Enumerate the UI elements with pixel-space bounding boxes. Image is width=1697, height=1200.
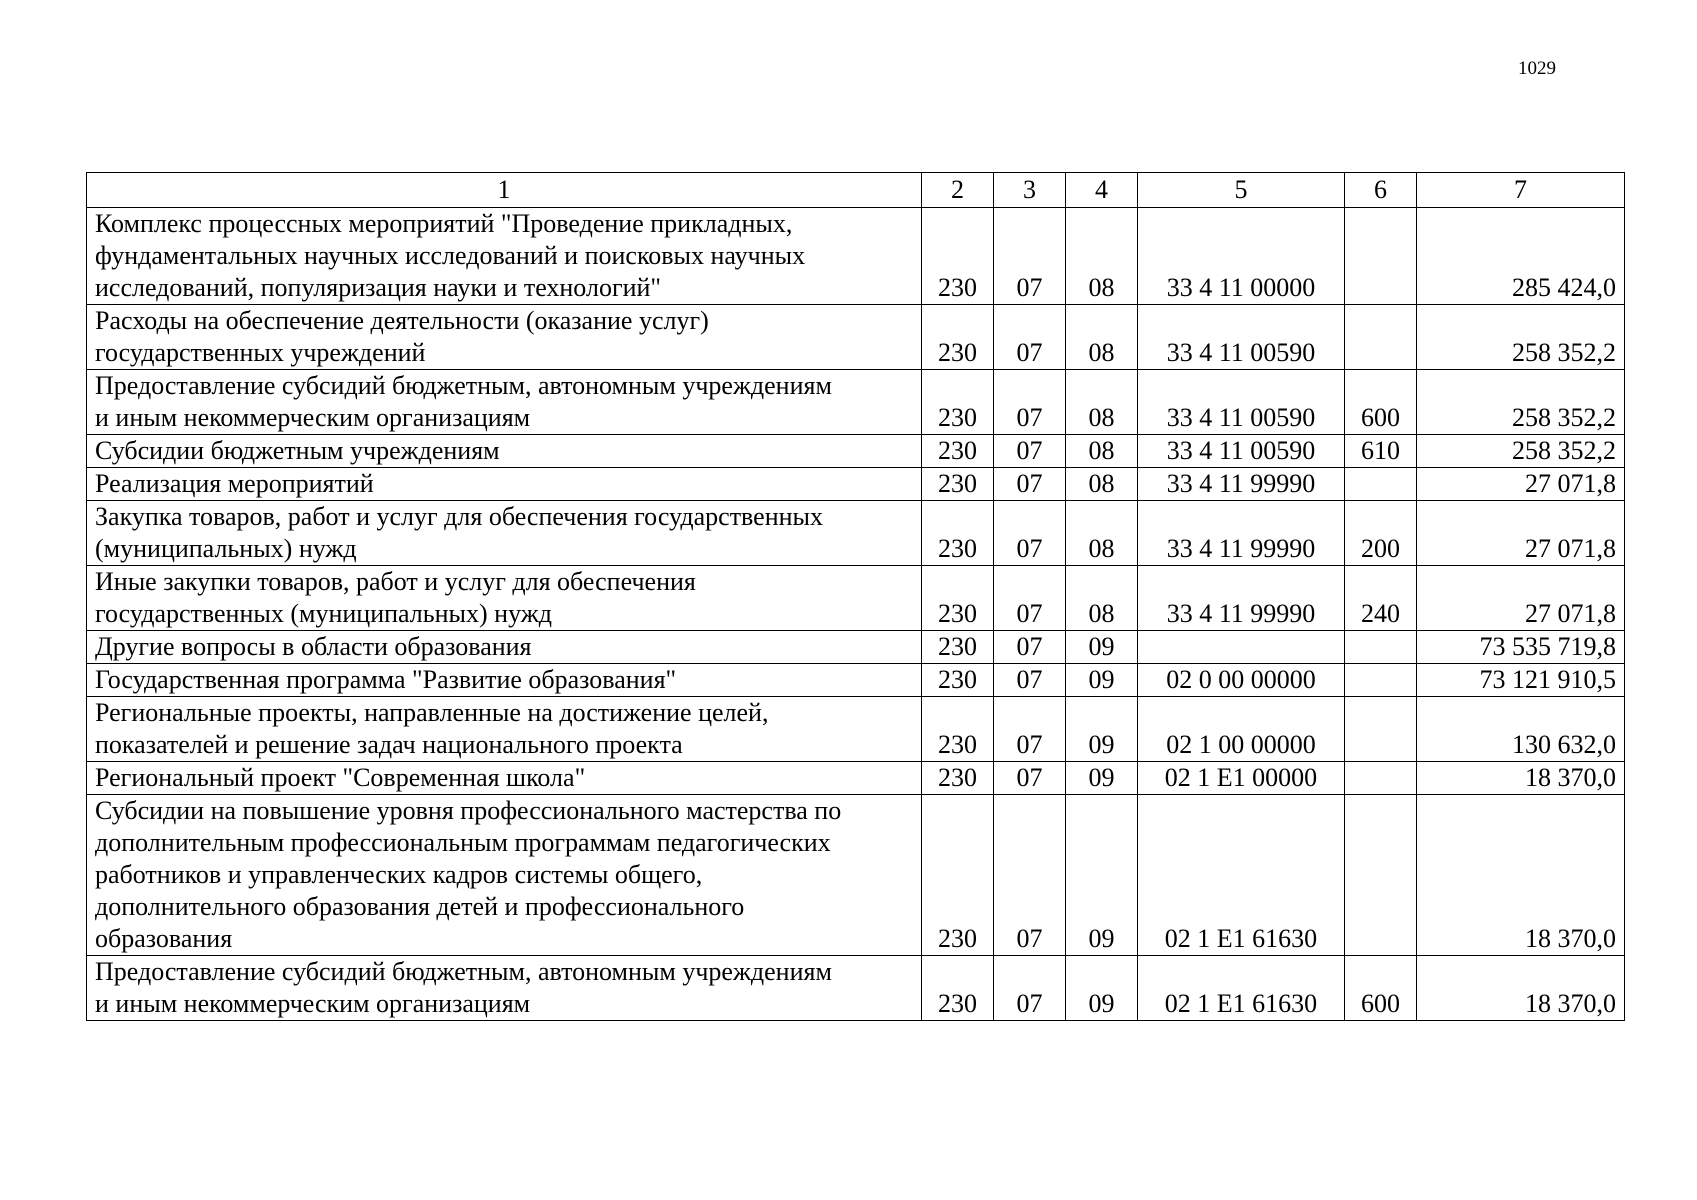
- column-header-2: 2: [922, 173, 994, 208]
- cell-admin-code: 230: [922, 208, 994, 305]
- cell-section: 07: [994, 208, 1066, 305]
- row-name-text: Другие вопросы в области образования: [95, 632, 532, 661]
- table-row: [87, 435, 1625, 468]
- cell-expense-type: 610: [1345, 435, 1417, 468]
- table-row: [87, 956, 1625, 1021]
- row-name-text: Реализация мероприятий: [95, 469, 374, 498]
- cell-expense-type: 200: [1345, 501, 1417, 566]
- cell-subsection: 09: [1066, 762, 1138, 795]
- cell-expense-type: 600: [1345, 956, 1417, 1021]
- cell-amount: 73 121 910,5: [1417, 664, 1625, 697]
- cell-admin-code: 230: [922, 501, 994, 566]
- table-row: [87, 208, 1625, 305]
- table-row: [87, 664, 1625, 697]
- cell-target-article: 02 1 00 00000: [1138, 697, 1345, 762]
- row-name: [87, 631, 922, 664]
- cell-subsection: 09: [1066, 664, 1138, 697]
- cell-section: 07: [994, 501, 1066, 566]
- cell-section: 07: [994, 762, 1066, 795]
- table-row: [87, 468, 1625, 501]
- row-name-text: Расходы на обеспечение деятельности (оказание услуг) государственных учреждений: [95, 306, 709, 367]
- table-row: [87, 305, 1625, 370]
- row-name: [87, 664, 922, 697]
- cell-admin-code: 230: [922, 697, 994, 762]
- column-header-6: 6: [1345, 173, 1417, 208]
- cell-target-article: 02 0 00 00000: [1138, 664, 1345, 697]
- cell-target-article: 02 1 E1 61630: [1138, 795, 1345, 956]
- cell-section: 07: [994, 468, 1066, 501]
- cell-section: 07: [994, 566, 1066, 631]
- cell-expense-type: [1345, 631, 1417, 664]
- cell-target-article: 33 4 11 99990: [1138, 468, 1345, 501]
- cell-expense-type: [1345, 208, 1417, 305]
- row-name: [87, 208, 922, 305]
- cell-amount: 18 370,0: [1417, 795, 1625, 956]
- cell-subsection: 08: [1066, 305, 1138, 370]
- table-row: [87, 697, 1625, 762]
- cell-expense-type: [1345, 305, 1417, 370]
- cell-amount: 285 424,0: [1417, 208, 1625, 305]
- cell-admin-code: 230: [922, 956, 994, 1021]
- cell-amount: 258 352,2: [1417, 370, 1625, 435]
- row-name-text: Предоставление субсидий бюджетным, автономным учреждениям и иным некоммерческим организациям: [95, 957, 832, 1018]
- column-header-5: 5: [1138, 173, 1345, 208]
- cell-admin-code: 230: [922, 631, 994, 664]
- column-header-3: 3: [994, 173, 1066, 208]
- cell-expense-type: [1345, 795, 1417, 956]
- table-row: [87, 370, 1625, 435]
- cell-section: 07: [994, 664, 1066, 697]
- row-name: [87, 795, 922, 956]
- cell-target-article: 33 4 11 00590: [1138, 305, 1345, 370]
- row-name: [87, 468, 922, 501]
- table-row: [87, 795, 1625, 956]
- cell-expense-type: [1345, 697, 1417, 762]
- cell-subsection: 09: [1066, 631, 1138, 664]
- cell-target-article: 33 4 11 00000: [1138, 208, 1345, 305]
- header-row: [87, 173, 1625, 208]
- cell-subsection: 08: [1066, 208, 1138, 305]
- row-name-text: Субсидии на повышение уровня профессионального мастерства по дополнительным профессиональным программам педагогических работников и управленческих кадров системы общего, дополнительного образования детей и профессионального образования: [95, 796, 842, 953]
- row-name: [87, 370, 922, 435]
- row-name: [87, 956, 922, 1021]
- cell-target-article: 33 4 11 99990: [1138, 501, 1345, 566]
- row-name-text: Государственная программа "Развитие образования": [95, 665, 677, 694]
- cell-admin-code: 230: [922, 664, 994, 697]
- cell-section: 07: [994, 305, 1066, 370]
- row-name-text: Региональные проекты, направленные на достижение целей, показателей и решение задач национального проекта: [95, 698, 769, 759]
- cell-admin-code: 230: [922, 305, 994, 370]
- cell-subsection: 09: [1066, 697, 1138, 762]
- cell-section: 07: [994, 370, 1066, 435]
- cell-section: 07: [994, 435, 1066, 468]
- row-name: [87, 697, 922, 762]
- cell-expense-type: 240: [1345, 566, 1417, 631]
- cell-amount: 27 071,8: [1417, 566, 1625, 631]
- row-name-text: Региональный проект "Современная школа": [95, 763, 586, 792]
- cell-subsection: 08: [1066, 501, 1138, 566]
- row-name: [87, 762, 922, 795]
- cell-target-article: 33 4 11 00590: [1138, 370, 1345, 435]
- cell-amount: 27 071,8: [1417, 468, 1625, 501]
- cell-subsection: 08: [1066, 468, 1138, 501]
- cell-amount: 18 370,0: [1417, 762, 1625, 795]
- column-header-1: 1: [87, 173, 922, 208]
- row-name: [87, 435, 922, 468]
- row-name-text: Субсидии бюджетным учреждениям: [95, 436, 500, 465]
- cell-target-article: [1138, 631, 1345, 664]
- table-row: [87, 566, 1625, 631]
- row-name-text: Комплекс процессных мероприятий "Проведение прикладных, фундаментальных научных исследований и поисковых научных исследований, популяризация науки и технологий": [95, 209, 806, 302]
- table-row: [87, 762, 1625, 795]
- cell-admin-code: 230: [922, 795, 994, 956]
- budget-table: [86, 172, 1625, 1021]
- table-row: [87, 501, 1625, 566]
- cell-target-article: 02 1 E1 61630: [1138, 956, 1345, 1021]
- cell-admin-code: 230: [922, 370, 994, 435]
- cell-subsection: 08: [1066, 435, 1138, 468]
- cell-expense-type: [1345, 664, 1417, 697]
- cell-subsection: 08: [1066, 566, 1138, 631]
- cell-amount: 73 535 719,8: [1417, 631, 1625, 664]
- cell-section: 07: [994, 631, 1066, 664]
- row-name: [87, 305, 922, 370]
- cell-section: 07: [994, 956, 1066, 1021]
- cell-target-article: 33 4 11 00590: [1138, 435, 1345, 468]
- cell-section: 07: [994, 697, 1066, 762]
- cell-admin-code: 230: [922, 566, 994, 631]
- cell-amount: 27 071,8: [1417, 501, 1625, 566]
- column-header-4: 4: [1066, 173, 1138, 208]
- cell-subsection: 09: [1066, 795, 1138, 956]
- row-name: [87, 501, 922, 566]
- table-row: [87, 631, 1625, 664]
- cell-section: 07: [994, 795, 1066, 956]
- cell-expense-type: [1345, 468, 1417, 501]
- cell-expense-type: 600: [1345, 370, 1417, 435]
- row-name: [87, 566, 922, 631]
- cell-target-article: 33 4 11 99990: [1138, 566, 1345, 631]
- cell-admin-code: 230: [922, 762, 994, 795]
- cell-target-article: 02 1 E1 00000: [1138, 762, 1345, 795]
- cell-amount: 258 352,2: [1417, 435, 1625, 468]
- row-name-text: Иные закупки товаров, работ и услуг для обеспечения государственных (муниципальных) нужд: [95, 567, 696, 628]
- cell-amount: 258 352,2: [1417, 305, 1625, 370]
- page-number: 1029: [1518, 58, 1556, 79]
- cell-expense-type: [1345, 762, 1417, 795]
- cell-admin-code: 230: [922, 435, 994, 468]
- cell-subsection: 08: [1066, 370, 1138, 435]
- cell-subsection: 09: [1066, 956, 1138, 1021]
- cell-amount: 18 370,0: [1417, 956, 1625, 1021]
- cell-amount: 130 632,0: [1417, 697, 1625, 762]
- row-name-text: Закупка товаров, работ и услуг для обеспечения государственных (муниципальных) нужд: [95, 502, 824, 563]
- row-name-text: Предоставление субсидий бюджетным, автономным учреждениям и иным некоммерческим организациям: [95, 371, 832, 432]
- column-header-7: 7: [1417, 173, 1625, 208]
- cell-admin-code: 230: [922, 468, 994, 501]
